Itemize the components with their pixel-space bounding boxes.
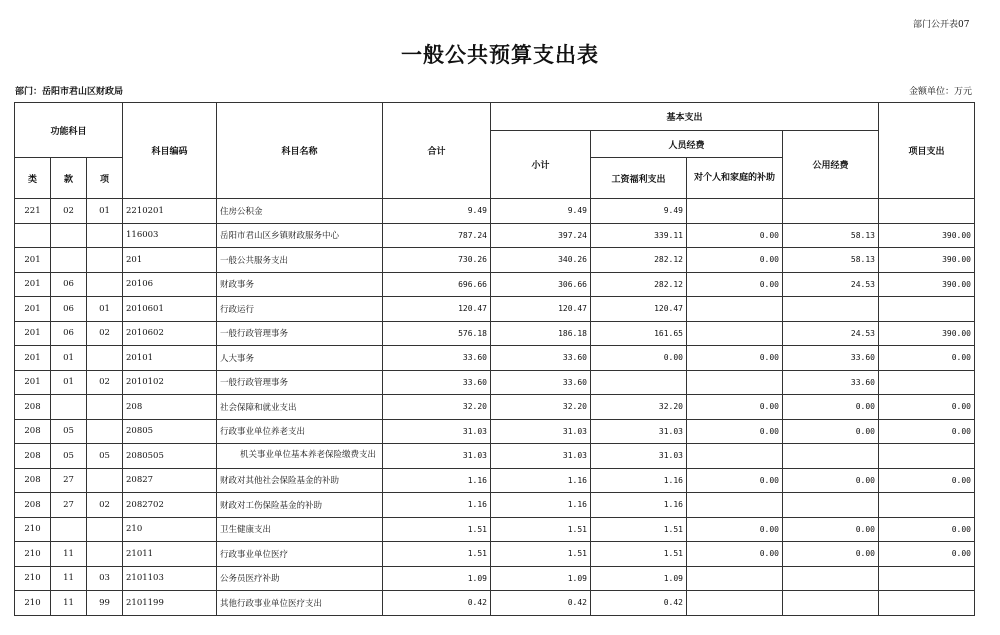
cell-family-subsidy: 0.00 <box>687 272 783 297</box>
cell-subject-code: 116003 <box>123 223 217 248</box>
page-title: 一般公共预算支出表 <box>401 42 599 67</box>
cell-subject-name: 行政事业单位养老支出 <box>217 419 383 444</box>
cell-family-subsidy: 0.00 <box>687 248 783 273</box>
cell-lei: 201 <box>15 297 51 322</box>
cell-subtotal: 31.03 <box>491 444 591 469</box>
cell-public-expense <box>783 566 879 591</box>
cell-kuan <box>51 223 87 248</box>
cell-subtotal: 186.18 <box>491 321 591 346</box>
cell-subtotal: 397.24 <box>491 223 591 248</box>
cell-lei: 201 <box>15 321 51 346</box>
cell-subtotal: 32.20 <box>491 395 591 420</box>
cell-xiang <box>87 223 123 248</box>
cell-xiang: 99 <box>87 591 123 616</box>
cell-subject-code: 21011 <box>123 542 217 567</box>
cell-public-expense: 33.60 <box>783 370 879 395</box>
cell-subject-name: 岳阳市君山区乡镇财政服务中心 <box>217 223 383 248</box>
cell-subtotal: 9.49 <box>491 199 591 224</box>
cell-xiang <box>87 542 123 567</box>
cell-lei: 201 <box>15 248 51 273</box>
cell-xiang: 02 <box>87 321 123 346</box>
cell-family-subsidy: 0.00 <box>687 346 783 371</box>
header-func-subject: 功能科目 <box>15 103 123 158</box>
table-row <box>15 517 975 542</box>
cell-total: 0.42 <box>383 591 491 616</box>
cell-wage-welfare: 1.16 <box>591 493 687 518</box>
cell-subject-code: 2080505 <box>123 444 217 469</box>
cell-wage-welfare: 1.51 <box>591 542 687 567</box>
cell-kuan: 11 <box>51 542 87 567</box>
form-code-label: 部门公开表07 <box>913 20 970 30</box>
cell-subject-code: 2101103 <box>123 566 217 591</box>
cell-kuan: 06 <box>51 321 87 346</box>
table-row <box>15 199 975 224</box>
cell-family-subsidy <box>687 566 783 591</box>
cell-public-expense <box>783 591 879 616</box>
cell-xiang <box>87 419 123 444</box>
cell-wage-welfare: 339.11 <box>591 223 687 248</box>
cell-public-expense <box>783 297 879 322</box>
cell-project-expense: 390.00 <box>879 248 975 273</box>
cell-subject-code: 210 <box>123 517 217 542</box>
cell-project-expense: 0.00 <box>879 542 975 567</box>
cell-subject-code: 20805 <box>123 419 217 444</box>
cell-family-subsidy <box>687 493 783 518</box>
cell-subject-code: 2210201 <box>123 199 217 224</box>
cell-subject-name: 其他行政事业单位医疗支出 <box>217 591 383 616</box>
cell-subject-name: 一般公共服务支出 <box>217 248 383 273</box>
cell-subject-code: 20827 <box>123 468 217 493</box>
cell-subject-name: 财政对工伤保险基金的补助 <box>217 493 383 518</box>
cell-family-subsidy: 0.00 <box>687 395 783 420</box>
cell-total: 696.66 <box>383 272 491 297</box>
table-row <box>15 248 975 273</box>
header-wage-welfare: 工资福利支出 <box>591 158 687 199</box>
cell-lei: 201 <box>15 346 51 371</box>
cell-subtotal: 1.51 <box>491 517 591 542</box>
cell-family-subsidy: 0.00 <box>687 419 783 444</box>
table-body <box>15 199 975 616</box>
cell-public-expense: 33.60 <box>783 346 879 371</box>
cell-total: 730.26 <box>383 248 491 273</box>
cell-subject-name: 人大事务 <box>217 346 383 371</box>
cell-project-expense <box>879 444 975 469</box>
cell-subject-name: 一般行政管理事务 <box>217 370 383 395</box>
cell-kuan: 05 <box>51 419 87 444</box>
cell-family-subsidy <box>687 591 783 616</box>
cell-subtotal: 33.60 <box>491 370 591 395</box>
table-row <box>15 444 975 469</box>
cell-wage-welfare <box>591 370 687 395</box>
cell-xiang: 01 <box>87 297 123 322</box>
cell-subject-name: 一般行政管理事务 <box>217 321 383 346</box>
cell-public-expense <box>783 199 879 224</box>
cell-kuan: 11 <box>51 566 87 591</box>
cell-subject-name: 财政事务 <box>217 272 383 297</box>
cell-lei: 208 <box>15 395 51 420</box>
header-xiang: 项 <box>87 158 123 199</box>
cell-subtotal: 1.16 <box>491 468 591 493</box>
header-subtotal: 小计 <box>491 131 591 199</box>
cell-subject-code: 2082702 <box>123 493 217 518</box>
cell-wage-welfare: 0.00 <box>591 346 687 371</box>
cell-xiang <box>87 468 123 493</box>
cell-total: 1.09 <box>383 566 491 591</box>
cell-xiang <box>87 517 123 542</box>
table-row <box>15 223 975 248</box>
cell-subtotal: 31.03 <box>491 419 591 444</box>
cell-subtotal: 0.42 <box>491 591 591 616</box>
cell-family-subsidy <box>687 297 783 322</box>
cell-total: 120.47 <box>383 297 491 322</box>
cell-xiang <box>87 248 123 273</box>
table-row <box>15 591 975 616</box>
cell-subject-code: 20101 <box>123 346 217 371</box>
department-label: 部门：岳阳市君山区财政局 <box>15 87 124 97</box>
cell-lei: 208 <box>15 468 51 493</box>
cell-subject-name: 行政运行 <box>217 297 383 322</box>
cell-project-expense: 0.00 <box>879 395 975 420</box>
cell-kuan <box>51 395 87 420</box>
amount-unit-label: 金额单位：万元 <box>908 87 972 97</box>
cell-xiang: 05 <box>87 444 123 469</box>
cell-project-expense <box>879 370 975 395</box>
cell-xiang: 02 <box>87 370 123 395</box>
cell-family-subsidy: 0.00 <box>687 517 783 542</box>
cell-subject-code: 20106 <box>123 272 217 297</box>
cell-subject-code: 2010602 <box>123 321 217 346</box>
cell-lei: 201 <box>15 370 51 395</box>
cell-wage-welfare: 9.49 <box>591 199 687 224</box>
cell-wage-welfare: 1.09 <box>591 566 687 591</box>
cell-kuan: 06 <box>51 297 87 322</box>
cell-subtotal: 1.09 <box>491 566 591 591</box>
cell-project-expense <box>879 199 975 224</box>
cell-kuan: 01 <box>51 346 87 371</box>
cell-total: 9.49 <box>383 199 491 224</box>
cell-kuan <box>51 517 87 542</box>
cell-total: 1.16 <box>383 468 491 493</box>
cell-total: 32.20 <box>383 395 491 420</box>
cell-wage-welfare: 282.12 <box>591 248 687 273</box>
header-basic-expense: 基本支出 <box>491 103 879 131</box>
cell-subject-code: 201 <box>123 248 217 273</box>
cell-public-expense: 0.00 <box>783 542 879 567</box>
table-row <box>15 395 975 420</box>
cell-wage-welfare: 32.20 <box>591 395 687 420</box>
cell-subtotal: 120.47 <box>491 297 591 322</box>
cell-total: 31.03 <box>383 444 491 469</box>
cell-project-expense: 390.00 <box>879 272 975 297</box>
cell-xiang: 03 <box>87 566 123 591</box>
cell-subject-name: 公务员医疗补助 <box>217 566 383 591</box>
cell-total: 1.51 <box>383 542 491 567</box>
cell-kuan: 01 <box>51 370 87 395</box>
cell-subject-name: 卫生健康支出 <box>217 517 383 542</box>
cell-project-expense: 390.00 <box>879 321 975 346</box>
cell-project-expense <box>879 566 975 591</box>
cell-project-expense <box>879 591 975 616</box>
header-total: 合计 <box>383 103 491 199</box>
header-personnel: 人员经费 <box>591 131 783 158</box>
table-row <box>15 370 975 395</box>
cell-subject-name: 行政事业单位医疗 <box>217 542 383 567</box>
cell-family-subsidy <box>687 444 783 469</box>
cell-total: 1.16 <box>383 493 491 518</box>
cell-wage-welfare: 31.03 <box>591 419 687 444</box>
header-subject-code: 科目编码 <box>123 103 217 199</box>
table-row <box>15 346 975 371</box>
cell-family-subsidy <box>687 370 783 395</box>
cell-lei: 208 <box>15 444 51 469</box>
table-row <box>15 419 975 444</box>
cell-lei: 201 <box>15 272 51 297</box>
cell-lei: 208 <box>15 493 51 518</box>
header-family-subsidy: 对个人和家庭的补助 <box>687 158 783 199</box>
cell-public-expense: 24.53 <box>783 272 879 297</box>
cell-project-expense: 0.00 <box>879 419 975 444</box>
cell-subtotal: 340.26 <box>491 248 591 273</box>
cell-kuan: 02 <box>51 199 87 224</box>
cell-family-subsidy <box>687 321 783 346</box>
cell-lei <box>15 223 51 248</box>
cell-public-expense <box>783 493 879 518</box>
cell-public-expense: 0.00 <box>783 517 879 542</box>
cell-wage-welfare: 31.03 <box>591 444 687 469</box>
cell-lei: 221 <box>15 199 51 224</box>
cell-family-subsidy: 0.00 <box>687 223 783 248</box>
cell-subject-code: 2101199 <box>123 591 217 616</box>
cell-project-expense: 0.00 <box>879 517 975 542</box>
table-row <box>15 542 975 567</box>
cell-lei: 210 <box>15 591 51 616</box>
cell-public-expense: 0.00 <box>783 419 879 444</box>
cell-subject-code: 2010102 <box>123 370 217 395</box>
cell-total: 576.18 <box>383 321 491 346</box>
cell-subtotal: 33.60 <box>491 346 591 371</box>
cell-project-expense <box>879 493 975 518</box>
cell-total: 1.51 <box>383 517 491 542</box>
header-subject-name: 科目名称 <box>217 103 383 199</box>
cell-total: 787.24 <box>383 223 491 248</box>
cell-public-expense: 0.00 <box>783 468 879 493</box>
cell-subject-code: 2010601 <box>123 297 217 322</box>
cell-kuan: 05 <box>51 444 87 469</box>
budget-table <box>14 102 975 616</box>
cell-wage-welfare: 161.65 <box>591 321 687 346</box>
cell-wage-welfare: 1.16 <box>591 468 687 493</box>
cell-kuan: 27 <box>51 468 87 493</box>
cell-family-subsidy: 0.00 <box>687 542 783 567</box>
cell-xiang <box>87 395 123 420</box>
cell-xiang <box>87 272 123 297</box>
header-lei: 类 <box>15 158 51 199</box>
cell-subject-code: 208 <box>123 395 217 420</box>
table-row <box>15 272 975 297</box>
cell-total: 31.03 <box>383 419 491 444</box>
table-row <box>15 566 975 591</box>
cell-public-expense: 24.53 <box>783 321 879 346</box>
table-row <box>15 493 975 518</box>
cell-project-expense <box>879 297 975 322</box>
header-project-expense: 项目支出 <box>879 103 975 199</box>
cell-subtotal: 1.16 <box>491 493 591 518</box>
header-public-expense: 公用经费 <box>783 131 879 199</box>
table-row <box>15 297 975 322</box>
cell-lei: 210 <box>15 566 51 591</box>
cell-public-expense: 58.13 <box>783 223 879 248</box>
cell-lei: 210 <box>15 542 51 567</box>
cell-family-subsidy <box>687 199 783 224</box>
cell-subject-name: 财政对其他社会保险基金的补助 <box>217 468 383 493</box>
table-row <box>15 321 975 346</box>
table-row <box>15 468 975 493</box>
cell-subject-name: 机关事业单位基本养老保险缴费支出 <box>217 444 383 469</box>
cell-wage-welfare: 282.12 <box>591 272 687 297</box>
cell-xiang: 02 <box>87 493 123 518</box>
cell-project-expense: 0.00 <box>879 468 975 493</box>
cell-lei: 210 <box>15 517 51 542</box>
cell-public-expense: 58.13 <box>783 248 879 273</box>
cell-public-expense <box>783 444 879 469</box>
cell-wage-welfare: 0.42 <box>591 591 687 616</box>
cell-subtotal: 1.51 <box>491 542 591 567</box>
cell-subject-name: 住房公积金 <box>217 199 383 224</box>
cell-xiang: 01 <box>87 199 123 224</box>
cell-project-expense: 390.00 <box>879 223 975 248</box>
cell-total: 33.60 <box>383 346 491 371</box>
cell-public-expense: 0.00 <box>783 395 879 420</box>
cell-subject-name: 社会保障和就业支出 <box>217 395 383 420</box>
cell-total: 33.60 <box>383 370 491 395</box>
header-kuan: 款 <box>51 158 87 199</box>
cell-family-subsidy: 0.00 <box>687 468 783 493</box>
cell-wage-welfare: 1.51 <box>591 517 687 542</box>
cell-kuan <box>51 248 87 273</box>
cell-project-expense: 0.00 <box>879 346 975 371</box>
cell-lei: 208 <box>15 419 51 444</box>
cell-wage-welfare: 120.47 <box>591 297 687 322</box>
cell-kuan: 27 <box>51 493 87 518</box>
cell-kuan: 11 <box>51 591 87 616</box>
cell-xiang <box>87 346 123 371</box>
cell-kuan: 06 <box>51 272 87 297</box>
cell-subtotal: 306.66 <box>491 272 591 297</box>
